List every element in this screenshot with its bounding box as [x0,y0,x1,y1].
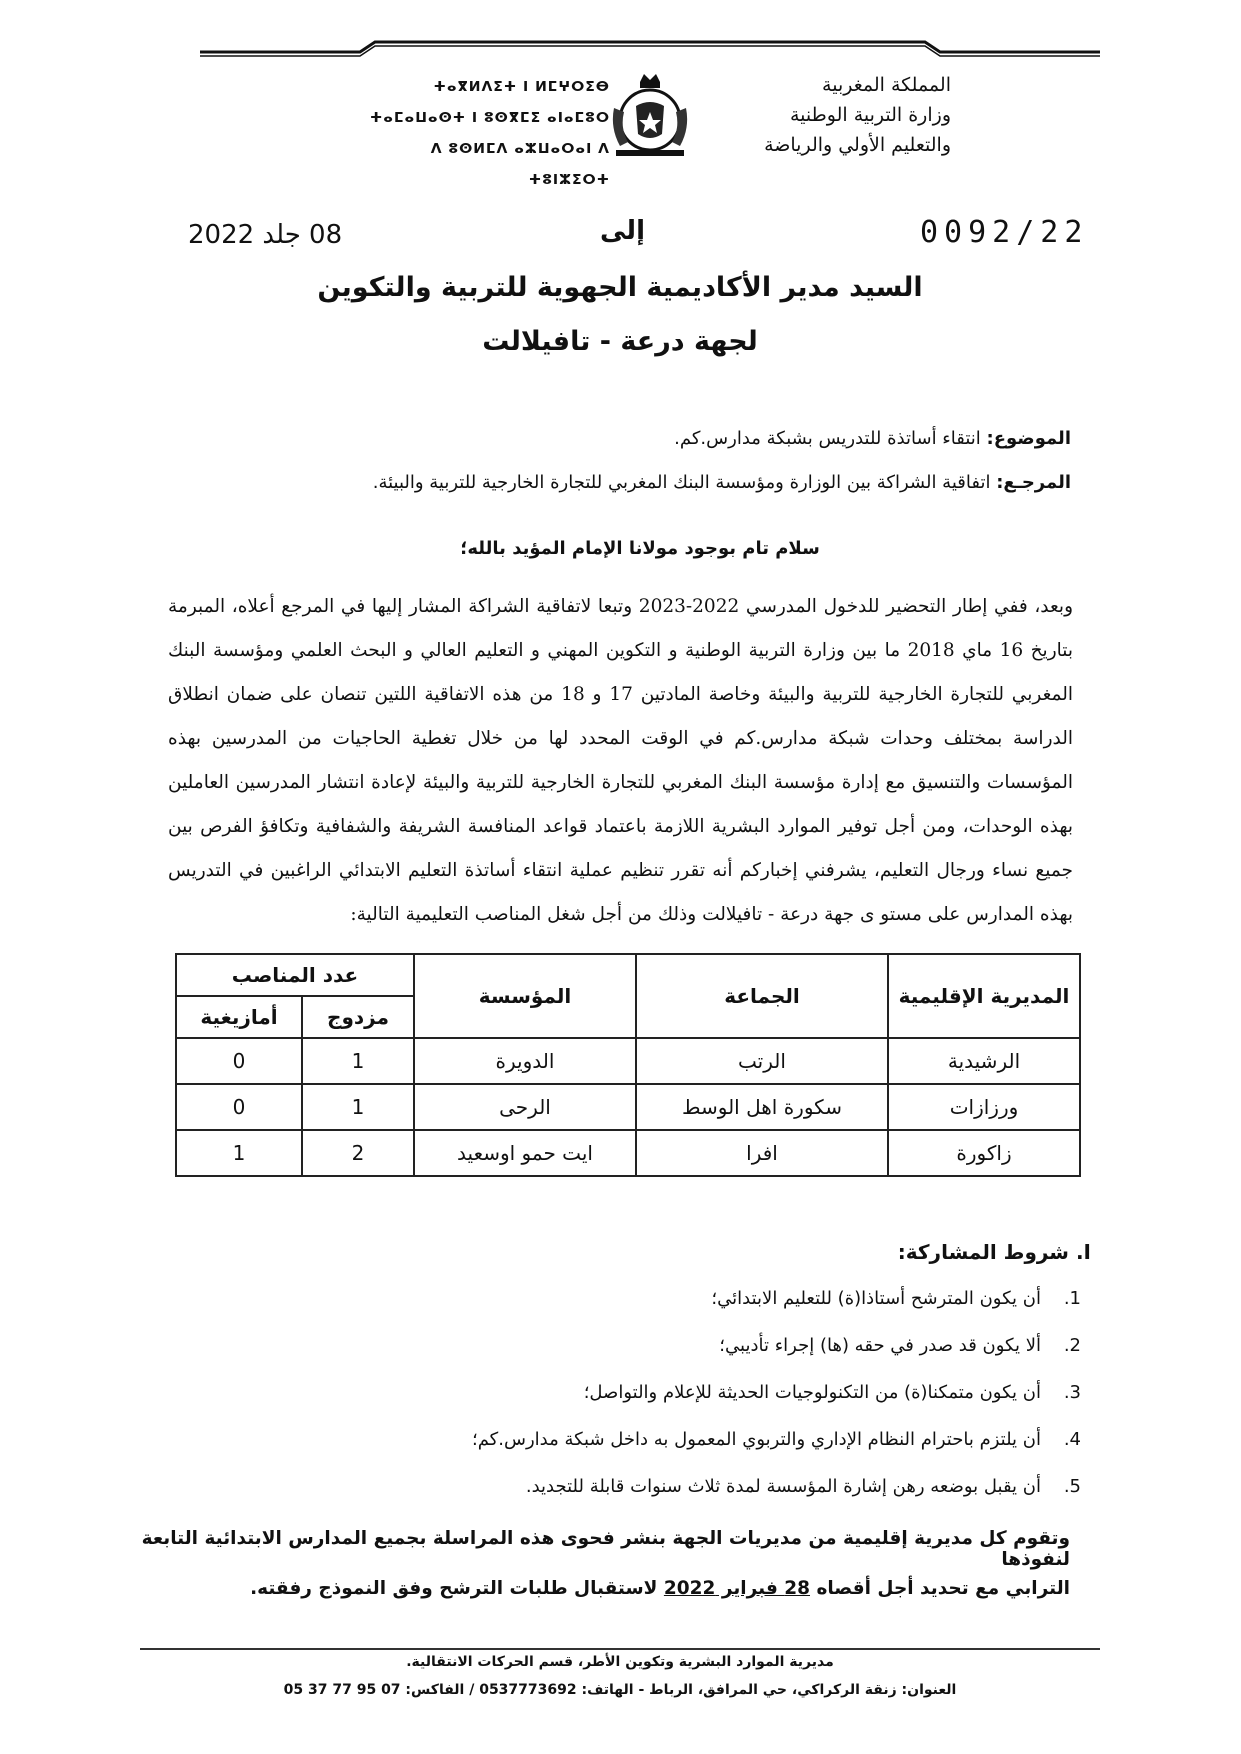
addressee-line-1: السيد مدير الأكاديمية الجهوية للتربية والتكوين [317,272,923,303]
cell-commune: افرا [636,1130,888,1176]
table-row [176,1130,1080,1176]
footer-department: مديرية الموارد البشرية وتكوين الأطر، قسم الحركات الانتقالية. [406,1654,834,1670]
condition-number: 4. [1063,1429,1081,1450]
letterhead-line: المملكة المغربية [822,74,951,96]
condition-text: أن يلتزم باحترام النظام الإداري والتربوي المعمول به داخل شبكة مدارس.كم؛ [471,1429,1041,1450]
closing-line-2 [140,1578,1070,1599]
cell-institution: الرحى [414,1084,636,1130]
addressee-line-2: لجهة درعة - تافيلالت [482,326,758,357]
condition-item [201,1335,1081,1356]
closing-suffix: لاستقبال طلبات الترشح وفق النموذج رفقته. [250,1578,664,1599]
cell-institution: ايت حمو اوسعيد [414,1130,636,1176]
cell-dual: 1 [302,1038,414,1084]
cell-amazigh: 1 [176,1130,302,1176]
header-positions: عدد المناصب [176,954,414,996]
closing-line-1: وتقوم كل مديرية إقليمية من مديريات الجهة بنشر فحوى هذه المراسلة بجميع المدارس الابتدائية التابعة لنفوذها [141,1528,1070,1570]
cell-dual: 2 [302,1130,414,1176]
letterhead-tifinagh [360,72,610,196]
conditions-title: I. شروط المشاركة: [897,1240,1091,1264]
cell-directorate: ورزازات [888,1084,1080,1130]
condition-item [201,1476,1081,1497]
addressee-to: إلى [600,216,645,246]
reference-text: اتفاقية الشراكة بين الوزارة ومؤسسة البنك المغربي للتجارة الخارجية للتربية والبيئة. [372,472,997,493]
subject-label: الموضوع: [986,428,1071,449]
body-paragraph: وبعد، ففي إطار التحضير للدخول المدرسي 2022-2023 وتبعا لاتفاقية الشراكة المشار إليها في المرجع أعلاه، المبرمة بتاريخ 16 ماي 2018 ما بين وزارة التربية الوطنية و التكوين المهني و التعليم العالي و البحث العلمي ومؤسسة البنك المغربي للتجارة الخارجية للتربية والبيئة وخاصة المادتين 17 و 18 من هذه الاتفاقية اللتين تنصان على ضمان انطلاق الدراسة بمختلف وحدات شبكة مدارس.كم في الوقت المحدد لها من خلال تغطية الحاجيات من المدرسين بهذه المؤسسات والتنسيق مع إدارة مؤسسة البنك المغربي للتجارة الخارجية للتربية والبيئة لإعادة انتشار المدرسين العاملين بهذه الوحدات، ومن أجل توفير الموارد البشرية اللازمة باعتماد قواعد المنافسة الشريفة والشفافية وتكافؤ الفرص بين جميع نساء ورجال التعليم، يشرفني إخباركم أنه تقرر تنظيم عملية انتقاء أساتذة التعليم الابتدائي الراغبين في التدريس بهذه المدارس على مستو ى جهة درعة - تافيلالت وذلك من أجل شغل المناصب التعليمية التالية: [168,596,1074,925]
condition-text: أن يكون المترشح أستاذا(ة) للتعليم الابتدائي؛ [711,1288,1041,1309]
closing-prefix: الترابي مع تحديد أجل أقصاه [810,1578,1070,1599]
reference-label: المرجـع: [996,472,1071,493]
cell-institution: الدويرة [414,1038,636,1084]
letterhead-line: وزارة التربية الوطنية [790,104,951,126]
condition-item [201,1429,1081,1450]
header-amazigh: أمازيغية [176,996,302,1038]
royal-emblem-icon [606,68,694,160]
condition-number: 3. [1063,1382,1081,1403]
condition-number: 5. [1063,1476,1081,1497]
condition-number: 2. [1063,1335,1081,1356]
header-commune: الجماعة [636,954,888,1038]
letterhead-arabic [651,70,951,160]
reference-line [191,472,1071,493]
table-header-row [176,954,1080,996]
condition-text: ألا يكون قد صدر في حقه (ها) إجراء تأديبي؛ [719,1335,1041,1356]
greeting: سلام تام بوجود مولانا الإمام المؤيد بالله؛ [460,538,820,559]
letterhead-line: والتعليم الأولي والرياضة [764,134,951,156]
positions-table [175,953,1081,1177]
condition-item [201,1382,1081,1403]
cell-amazigh: 0 [176,1038,302,1084]
letterhead-line: ⵜⴰⴳⵍⴷⵉⵜ ⵏ ⵍⵎⵖⵔⵉⴱ [433,79,610,95]
letter-date: 08 جلد 2022 [188,220,343,250]
header-directorate: المديرية الإقليمية [888,954,1080,1038]
cell-commune: سكورة اهل الوسط [636,1084,888,1130]
condition-number: 1. [1063,1288,1081,1309]
reference-number: 0092/22 [920,215,1089,250]
header-dual: مزدوج [302,996,414,1038]
deadline-date: 28 فبراير 2022 [663,1578,810,1599]
subject-line [191,428,1071,449]
condition-text: أن يكون متمكنا(ة) من التكنولوجيات الحديثة للإعلام والتواصل؛ [583,1382,1041,1403]
cell-directorate: زاكورة [888,1130,1080,1176]
table-row [176,1038,1080,1084]
condition-item [201,1288,1081,1309]
condition-text: أن يقبل بوضعه رهن إشارة المؤسسة لمدة ثلاث سنوات قابلة للتجديد. [525,1476,1041,1497]
letterhead-line: ⴷ ⵓⵙⵍⵎⴷ ⴰⵣⵡⴰⵔⴰⵏ ⴷ ⵜⵓⵏⵣⵉⵔⵜ [430,141,610,188]
footer-divider [140,1648,1100,1650]
cell-directorate: الرشيدية [888,1038,1080,1084]
cell-commune: الرتب [636,1038,888,1084]
header-institution: المؤسسة [414,954,636,1038]
cell-amazigh: 0 [176,1084,302,1130]
cell-dual: 1 [302,1084,414,1130]
letterhead-rule [200,40,1100,64]
footer-address: العنوان: زنقة الركراكي، حي المرافق، الرباط - الهاتف: 0537773692 / الفاكس: 07 95 77 37 05 [283,1682,957,1698]
table-row [176,1084,1080,1130]
subject-text: انتقاء أساتذة للتدريس بشبكة مدارس.كم. [674,428,987,449]
letterhead-line: ⵜⴰⵎⴰⵡⴰⵙⵜ ⵏ ⵓⵙⴳⵎⵉ ⴰⵏⴰⵎⵓⵔ [370,110,610,126]
